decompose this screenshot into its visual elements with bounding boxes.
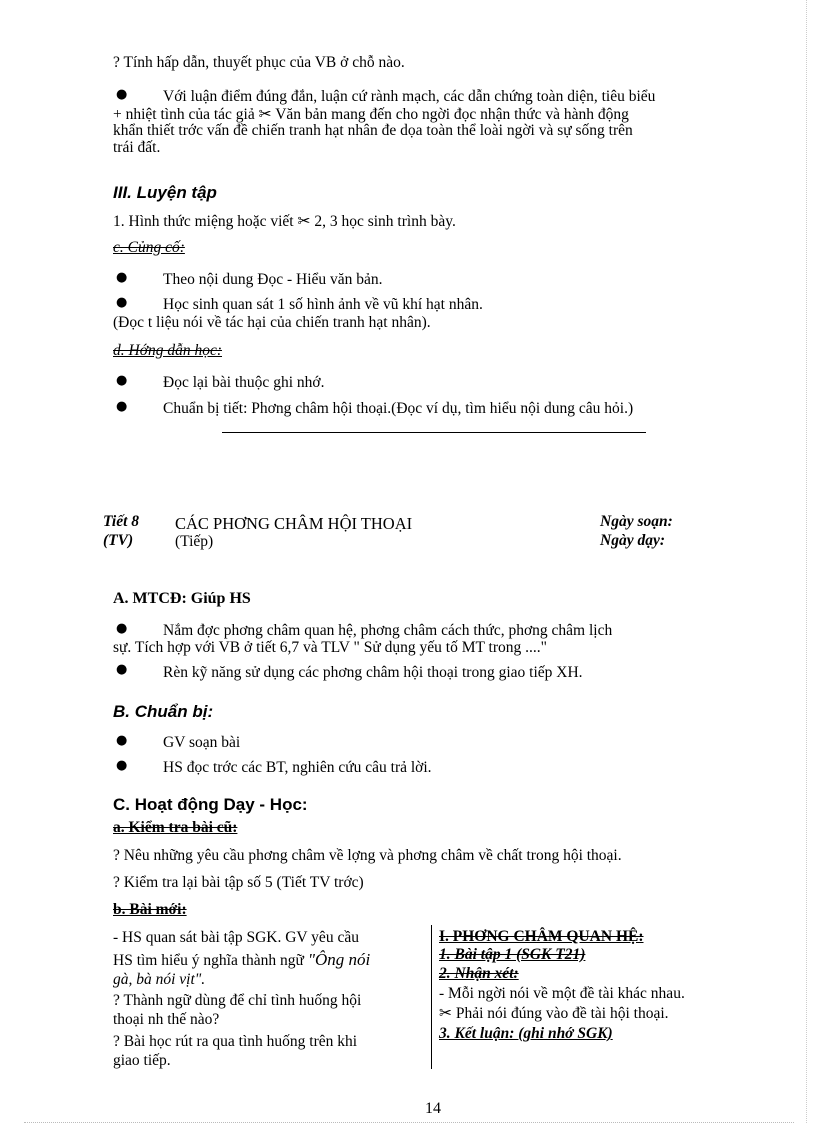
section-b-heading: B. Chuẩn bị: — [113, 702, 214, 721]
bullet-dot-icon: ● — [116, 662, 128, 677]
page-number: 14 — [425, 1100, 441, 1117]
section-a-heading: A. MTCĐ: Giúp HS — [113, 590, 251, 607]
right-col-heading: I. PHƠNG CHÂM QUAN HỆ: — [439, 928, 644, 945]
page-frame-right — [806, 0, 807, 1123]
question-persuasion: ? Tính hấp dẫn, thuyết phục của VB ở chỗ nào. — [113, 54, 405, 71]
lesson-number: Tiết 8 — [103, 513, 140, 530]
answer-line-4: trái đất. — [113, 139, 161, 156]
scissors-arrow-icon: ✂ — [439, 1004, 452, 1022]
bullet-dot-icon: ● — [116, 270, 128, 285]
cung-co-item-2-note: (Đọc t liệu nói về tác hại của chiến tranh hạt nhân). — [113, 314, 431, 331]
right-col-conclusion: 3. Kết luận: (ghi nhớ SGK) — [439, 1025, 613, 1042]
bullet-dot-icon: ● — [116, 373, 128, 388]
left-col-line-1: - HS quan sát bài tập SGK. GV yêu cầu — [113, 929, 359, 946]
bullet-dot-icon: ● — [116, 399, 128, 414]
bullet-dot-icon: ● — [116, 758, 128, 773]
kiem-tra-question-2: ? Kiểm tra lại bài tập số 5 (Tiết TV trớc) — [113, 874, 364, 891]
lesson-subject: (TV) — [103, 532, 134, 549]
left-col-line-5: thoại nh thế nào? — [113, 1011, 220, 1028]
answer-line-1: Với luận điểm đúng đắn, luận cứ rành mạch, các dẫn chứng toàn diện, tiêu biểu — [163, 88, 656, 105]
cung-co-item-1: Theo nội dung Đọc - Hiểu văn bản. — [163, 271, 383, 288]
scissors-arrow-icon: ✂ — [258, 105, 272, 123]
bullet-dot-icon: ● — [116, 621, 128, 636]
section-heading-luyen-tap: III. Luyện tập — [113, 183, 217, 202]
lesson-title: CÁC PHƠNG CHÂM HỘI THOẠI — [175, 514, 413, 533]
section-a-item-2: Rèn kỹ năng sử dụng các phơng châm hội thoại trong giao tiếp XH. — [163, 664, 583, 681]
left-col-line-6: ? Bài học rút ra qua tình huống trên khi — [113, 1033, 358, 1050]
right-col-exercise-1: 1. Bài tập 1 (SGK T21) — [439, 946, 586, 963]
cung-co-item-2: Học sinh quan sát 1 số hình ảnh về vũ khí hạt nhân. — [163, 296, 483, 313]
scissors-arrow-icon: ✂ — [297, 212, 311, 230]
answer-line-3: khẩn thiết trớc vấn đề chiến tranh hạt nhân đe dọa toàn thể loài ngời và sự sống trên — [113, 122, 633, 139]
huong-dan-item-1: Đọc lại bài thuộc ghi nhớ. — [163, 374, 325, 391]
huong-dan-item-2: Chuẩn bị tiết: Phơng châm hội thoại.(Đọc ví dụ, tìm hiểu nội dung câu hỏi.) — [163, 400, 634, 417]
luyen-tap-item-1: 1. Hình thức miệng hoặc viết ✂ 2, 3 học sinh trình bày. — [113, 212, 456, 230]
answer-line-2: + nhiệt tình của tác giả ✂ Văn bản mang đến cho ngời đọc nhận thức và hành động — [113, 105, 629, 123]
lesson-subtitle: (Tiếp) — [175, 533, 214, 550]
left-col-line-4: ? Thành ngữ dùng để chỉ tình huống hội — [113, 992, 362, 1009]
right-col-remark-2: ✂ Phải nói đúng vào đề tài hội thoại. — [439, 1004, 669, 1022]
bullet-dot-icon: ● — [116, 733, 128, 748]
section-c-heading: C. Hoạt động Dạy - Học: — [113, 795, 308, 814]
date-prepared-label: Ngày soạn: — [600, 513, 673, 530]
section-b-item-1: GV soạn bài — [163, 734, 241, 751]
section-b-item-2: HS đọc trớc các BT, nghiên cứu câu trả lời. — [163, 759, 432, 776]
date-taught-label: Ngày dạy: — [600, 532, 665, 549]
section-divider — [222, 432, 646, 433]
section-a-item-1-line-2: sự. Tích hợp với VB ở tiết 6,7 và TLV " Sử dụng yếu tố MT trong ...." — [113, 639, 547, 656]
bai-moi-heading: b. Bài mới: — [113, 901, 187, 918]
bullet-dot-icon: ● — [116, 295, 128, 310]
right-col-remark-1: - Mỗi ngời nói về một đề tài khác nhau. — [439, 985, 685, 1002]
section-a-item-1-line-1: Nắm đợc phơng châm quan hệ, phơng châm cách thức, phơng châm lịch — [163, 622, 613, 639]
column-divider — [431, 925, 432, 1069]
left-col-line-2: HS tìm hiểu ý nghĩa thành ngữ "Ông nói — [113, 950, 371, 969]
left-col-line-3: gà, bà nói vịt". — [113, 971, 206, 988]
left-col-line-7: giao tiếp. — [113, 1052, 171, 1069]
cung-co-heading: c. Củng cố: — [113, 239, 185, 256]
kiem-tra-question-1: ? Nêu những yêu cầu phơng châm về lợng và phơng châm về chất trong hội thoại. — [113, 847, 622, 864]
kiem-tra-heading: a. Kiểm tra bài cũ: — [113, 819, 238, 836]
bullet-dot-icon: ● — [116, 87, 128, 102]
huong-dan-heading: d. Hớng dẫn học: — [113, 342, 223, 359]
right-col-remark-heading: 2. Nhận xét: — [439, 965, 519, 982]
